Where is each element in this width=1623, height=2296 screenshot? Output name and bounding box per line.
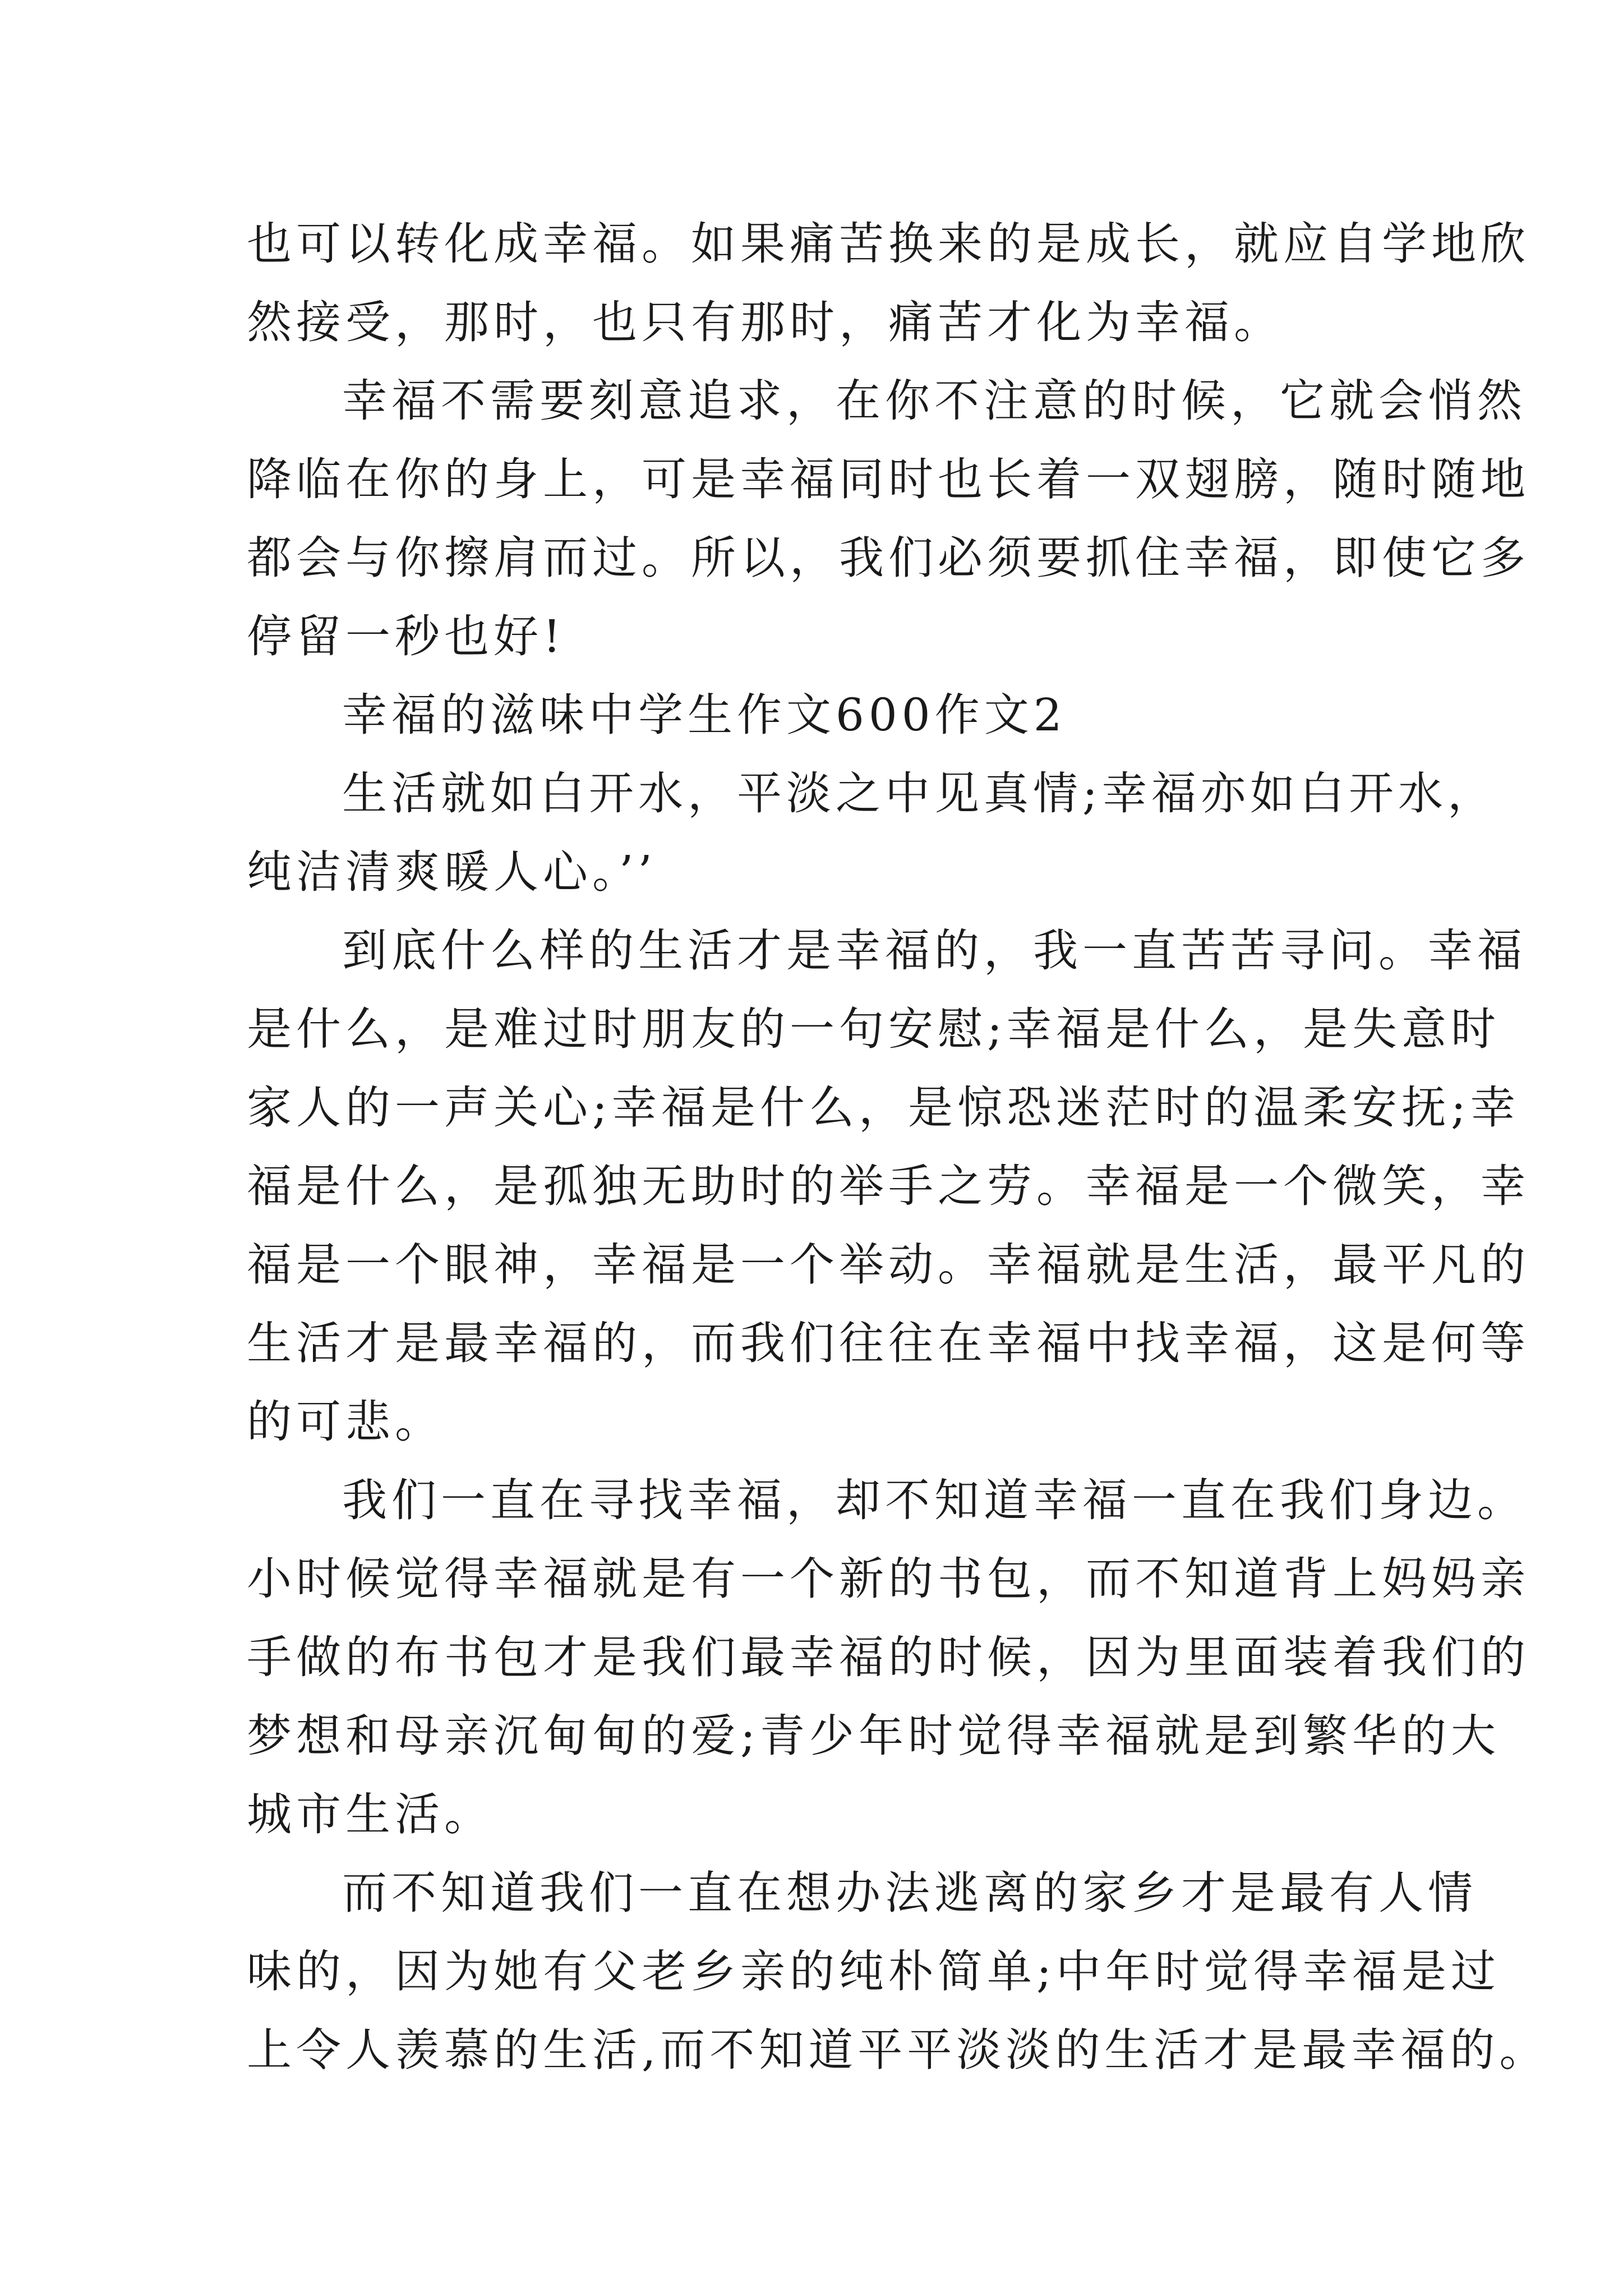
text-line: 上令人羡慕的生活,而不知道平平淡淡的生活才是最幸福的。 bbox=[247, 2024, 1549, 2076]
text-line: 而不知道我们一直在想办法逃离的家乡才是最有人情 bbox=[342, 1867, 1477, 1919]
text-line: 到底什么样的生活才是幸福的，我一直苦苦寻问。幸福 bbox=[342, 924, 1527, 977]
text-line: 家人的一声关心;幸福是什么，是惊恐迷茫时的温柔安抚;幸 bbox=[247, 1082, 1520, 1134]
text-line: 生活才是最幸福的，而我们往往在幸福中找幸福，这是何等 bbox=[247, 1317, 1530, 1369]
text-line: 小时候觉得幸福就是有一个新的书包，而不知道背上妈妈亲 bbox=[247, 1553, 1530, 1605]
text-line: 味的，因为她有父老乡亲的纯朴简单;中年时觉得幸福是过 bbox=[247, 1945, 1500, 1998]
text-line: 降临在你的身上，可是幸福同时也长着一双翅膀，随时随地 bbox=[247, 453, 1530, 505]
text-line: 的可悲。 bbox=[247, 1396, 444, 1448]
text-line: 梦想和母亲沉甸甸的爱;青少年时觉得幸福就是到繁华的大 bbox=[247, 1710, 1500, 1762]
text-line: 也可以转化成幸福。如果痛苦换来的是成长，就应自学地欣 bbox=[247, 218, 1530, 270]
text-line: 是什么，是难过时朋友的一句安慰;幸福是什么，是失意时 bbox=[247, 1003, 1500, 1055]
document-body bbox=[247, 205, 1549, 2090]
text-line: 城市生活。 bbox=[247, 1788, 494, 1841]
text-line: 福是什么，是孤独无助时的举手之劳。幸福是一个微笑，幸 bbox=[247, 1160, 1530, 1212]
text-line: 幸福不需要刻意追求，在你不注意的时候，它就会悄然 bbox=[342, 375, 1527, 427]
text-line: 生活就如白开水，平淡之中见真情;幸福亦如白开水， bbox=[342, 767, 1497, 820]
text-line: 纯洁清爽暖人心。’’ bbox=[247, 846, 657, 898]
text-line: 手做的布书包才是我们最幸福的时候，因为里面装着我们的 bbox=[247, 1631, 1530, 1683]
text-line: 然接受，那时，也只有那时，痛苦才化为幸福。 bbox=[247, 296, 1283, 348]
text-line: 停留一秒也好! bbox=[247, 610, 566, 662]
text-line: 福是一个眼神，幸福是一个举动。幸福就是生活，最平凡的 bbox=[247, 1239, 1530, 1291]
text-line: 我们一直在寻找幸福，却不知道幸福一直在我们身边。 bbox=[342, 1474, 1527, 1526]
text-line: 幸福的滋味中学生作文600作文2 bbox=[342, 689, 1067, 741]
text-line: 都会与你擦肩而过。所以，我们必须要抓住幸福，即使它多 bbox=[247, 532, 1530, 584]
